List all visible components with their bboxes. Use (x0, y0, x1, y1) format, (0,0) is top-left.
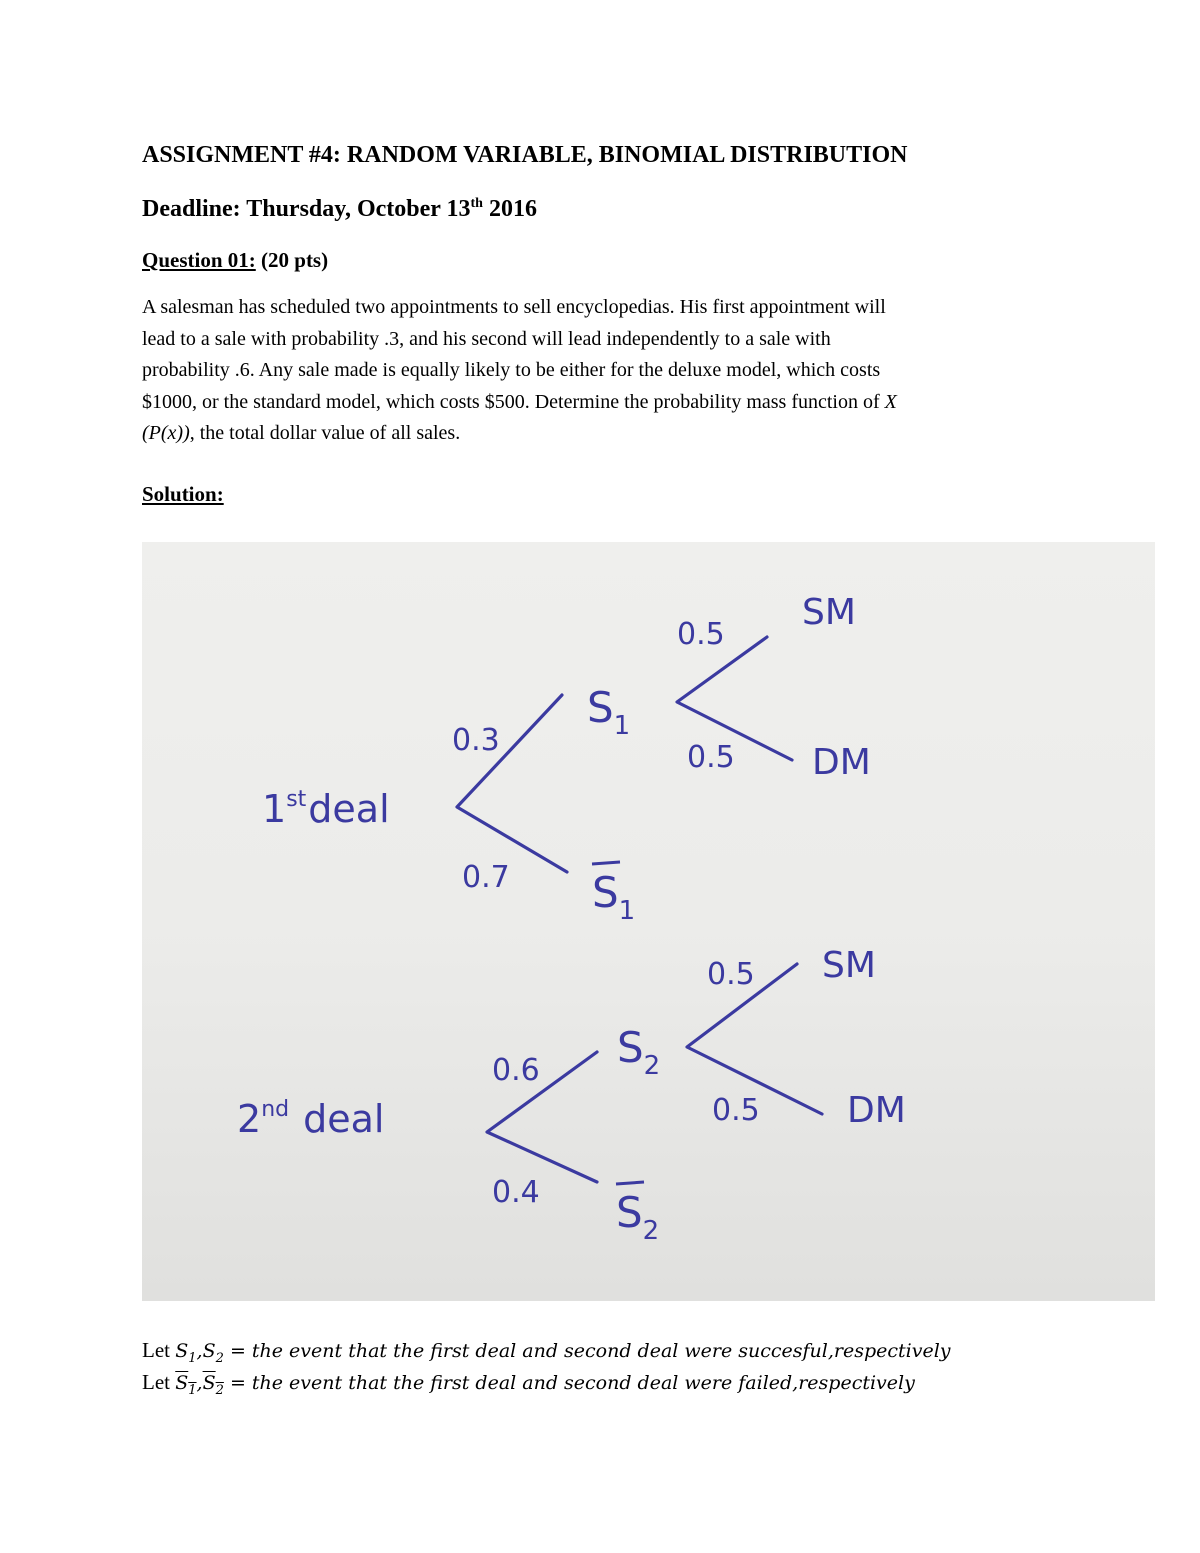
tree2-s2-bar: $S_2$ (616, 1188, 660, 1246)
tree2-p-fail: 0.4 (492, 1175, 540, 1210)
tree1-p-sm: 0.5 (677, 617, 725, 652)
tree2-dm: DM (847, 1090, 906, 1131)
tree1-p-dm: 0.5 (687, 740, 735, 775)
let1-comma: , (196, 1340, 203, 1362)
question-line-1: A salesman has scheduled two appointments to sell encyclopedias. His first appointment will (142, 296, 886, 318)
tree2-p-success: 0.6 (492, 1053, 540, 1088)
let2-s1-bar: $S_1$ (175, 1372, 197, 1398)
question-body (142, 292, 1042, 450)
deadline-ordinal: th (470, 196, 483, 211)
tree-diagram-photo (142, 542, 1155, 1301)
tree2-s2: $S_2$ (617, 1023, 661, 1081)
let2-text: = the event that the first deal and second deal were failed,respectively (223, 1372, 915, 1394)
let2-comma: , (196, 1372, 203, 1394)
let2-s2-bar: $S_2$ (202, 1372, 224, 1398)
tree1-sm: SM (802, 592, 856, 633)
deadline-year: 2016 (482, 196, 537, 222)
var-x: X (884, 390, 897, 413)
photo-background (142, 542, 1155, 1301)
definition-success (142, 1338, 951, 1366)
deadline-text: Deadline: Thursday, October 13 (142, 196, 471, 222)
question-line-3: probability .6. Any sale made is equally likely to be either for the deluxe model, which costs (142, 359, 881, 381)
tree1-s1: $S_1$ (587, 683, 631, 741)
let1-prefix: Let (142, 1338, 176, 1362)
question-heading (142, 248, 328, 273)
tree1-p-success: 0.3 (452, 723, 500, 758)
tree2-p-sm: 0.5 (707, 957, 755, 992)
let1-s1: $S_1$ (175, 1340, 197, 1366)
solution-heading: Solution: (142, 482, 224, 506)
question-line-4 (142, 387, 1042, 419)
question-line-2: lead to a sale with probability .3, and his second will lead independently to a sale with (142, 327, 831, 350)
definition-failure (142, 1370, 915, 1398)
let2-prefix: Let (142, 1370, 176, 1394)
question-line-5-text: , the total dollar value of all sales. (189, 422, 461, 444)
question-points: (20 pts) (255, 248, 329, 272)
tree1-dm: DM (812, 742, 871, 783)
var-px: (P(x)) (142, 422, 190, 444)
let1-text: = the event that the first deal and second deal were succesful,respectively (223, 1340, 951, 1362)
deadline (142, 196, 537, 223)
tree2-fail-bar (616, 1182, 644, 1184)
question-line-4-text: $1000, or the standard model, which costs $500. Determine the probability mass function of (142, 390, 885, 413)
let1-s2: $S_2$ (202, 1340, 224, 1366)
question-line-5 (142, 418, 1042, 450)
tree1-fail-bar (592, 862, 620, 864)
tree1-s1-bar: $S_1$ (592, 868, 636, 926)
tree2-p-dm: 0.5 (712, 1093, 760, 1128)
assignment-title: ASSIGNMENT #4: RANDOM VARIABLE, BINOMIAL DISTRIBUTION (142, 142, 908, 168)
tree2-root-number: 2nd deal (237, 1097, 385, 1141)
tree2-sm: SM (822, 945, 876, 986)
tree1-root-number: 1stdeal (262, 787, 390, 831)
tree1-p-fail: 0.7 (462, 860, 510, 895)
question-label: Question 01: (142, 248, 256, 272)
